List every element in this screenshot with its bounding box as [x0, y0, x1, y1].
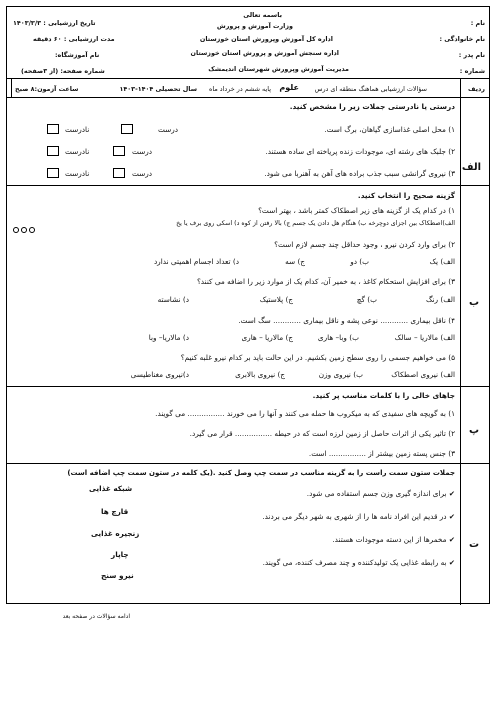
bullet-icon: ✔ — [446, 512, 455, 521]
father-label: نام پدر : — [458, 51, 485, 59]
mc-q2-c: ج) سه — [285, 257, 305, 266]
bullet-icon: ✔ — [446, 489, 455, 498]
mc-q4-b: ب) وبا– هاری — [317, 333, 359, 342]
match-left-5[interactable]: نیرو سنج — [101, 571, 134, 580]
mc-q1-options-text: الف)اصطکاک بین اجزای دوچرخه ب) هنگام هل دادن یک جسم ج) بالا رفتن از کوه د) اسکی روی برف یا یخ — [176, 220, 455, 227]
footer-note: ادامه سؤالات در صفحه بعد — [62, 613, 130, 620]
match-right-2-text: در قدیم این افراد نامه ها را از شهری به شهر دیگر می بردند. — [262, 512, 447, 521]
tf-false-label-2: نادرست — [65, 147, 90, 156]
radio-icon[interactable] — [11, 219, 35, 238]
exam-line: سؤالات ارزشیابی هماهنگ منطقه ای درس — [314, 85, 427, 93]
mc-q4-a: الف) مالاریا – سالک — [394, 333, 455, 342]
section-be-label: ب — [468, 297, 479, 308]
tf-true-box-3[interactable] — [113, 168, 125, 178]
mc-q2: ۲) برای وارد کردن نیرو ، وجود حداقل چند جسم لازم است؟ — [274, 240, 455, 249]
mc-q5-d: د)نیروی مغناطیسی — [130, 370, 189, 379]
tf-true-label-1: درست — [158, 125, 179, 134]
bullet-icon: ✔ — [446, 558, 455, 567]
mc-title: گزینه صحیح را انتخاب کنید. — [357, 191, 455, 200]
office-1: اداره کل آموزش وپرورش استان خوزستان — [199, 35, 333, 43]
fill-title: جاهای خالی را با کلمات مناسب پر کنید. — [312, 391, 455, 400]
match-right-4-text: به رابطه غذایی یک تولیدکننده و چند مصرف کننده، می گویند. — [262, 558, 447, 567]
office-2: اداره سنجش آموزش و پرورش استان خوزستان — [190, 49, 339, 57]
section-pe-label: پ — [468, 425, 479, 436]
name-label: نام : — [470, 19, 485, 27]
exam-sheet — [6, 6, 490, 604]
tf-true-label-3: درست — [132, 169, 153, 178]
tf-false-box-3[interactable] — [47, 168, 59, 178]
mc-q3-c: ج) پلاستیک — [259, 295, 293, 304]
fill-item-2: ۲) تاثیر یکی از اثرات حاصل از زمین لرزه است که در حیطه ................ قرار می گیرد. — [189, 429, 455, 438]
tf-true-box-1[interactable] — [121, 124, 133, 134]
match-left-4[interactable]: چاپار — [111, 550, 129, 559]
match-right-1-text: برای اندازه گیری وزن جسم استفاده می شود. — [306, 489, 447, 498]
match-left-1[interactable]: شبکه غذایی — [89, 484, 133, 493]
tf-true-box-2[interactable] — [113, 146, 125, 156]
match-left-2[interactable]: قارچ ها — [101, 507, 129, 516]
match-right-3-text: مخمرها از این دسته موجودات هستند. — [332, 535, 447, 544]
school-label: نام آموزشگاه: — [55, 51, 100, 59]
match-right-2 — [262, 512, 455, 521]
tf-item-1: ۱) محل اصلی غذاسازی گیاهان، برگ است. — [324, 125, 455, 134]
basmala: باسمه تعالی — [243, 11, 282, 19]
fill-item-1: ۱) به گویچه های سفیدی که به میکروب ها حمله می کنند و آنها را می خورند ................ می گویند. — [155, 409, 455, 418]
bullet-icon: ✔ — [446, 535, 455, 544]
match-right-4 — [263, 558, 455, 567]
grade-text: پایه ششم در خرداد ماه — [209, 85, 271, 93]
mc-q3-a: الف) رنگ — [425, 295, 455, 304]
year-text: سال تحصیلی ۱۴۰۴-۱۴۰۳ — [119, 85, 197, 93]
mc-q5: ۵) می خواهیم جسمی را روی سطح زمین بکشیم. در این حالت باید بر کدام نیرو غلبه کنیم؟ — [180, 353, 455, 362]
section-te-label: ت — [468, 539, 479, 550]
mc-q3-d: د) نشاسته — [157, 295, 189, 304]
mc-q4: ۴) ناقل بیماری ............ نوعی پشه و ناقل بیماری ............ سگ است. — [238, 316, 455, 325]
mc-q1: ۱) در کدام یک از گزینه های زیر اصطکاک کمتر باشد ، بهتر است؟ — [258, 206, 455, 215]
mc-q2-b: ب) دو — [350, 257, 369, 266]
tf-false-label-3: نادرست — [65, 169, 90, 178]
tf-true-label-2: درست — [132, 147, 153, 156]
subject: علوم — [279, 83, 299, 92]
tf-item-2: ۲) جلبک های رشته ای، موجودات زنده پریاخته ای ساده هستند. — [265, 147, 455, 156]
mc-q4-c: ج) مالاریا – هاری — [241, 333, 293, 342]
match-title: جملات ستون سمت راست را به گزینه مناسب در سمت چپ وصل کنید .(یک کلمه در ستون سمت چپ اضافه است) — [67, 469, 455, 477]
date-label: تاریخ ارزشیابی : ۱۴۰۳/۳/۳ — [13, 19, 96, 27]
mc-q2-d: د) تعداد اجسام اهمیتی ندارد — [153, 257, 239, 266]
section-alef-label: الف — [461, 162, 481, 173]
pages-label: شماره صفحه: (از ۳صفحه) — [21, 67, 105, 75]
mc-q3: ۳) برای افزایش استحکام کاغذ ، به خمیر آن، کدام یک از موارد زیر را اضافه می کنند؟ — [196, 277, 455, 286]
tf-false-label-1: نادرست — [65, 125, 90, 134]
mc-q3-b: ب) گچ — [356, 295, 377, 304]
match-left-3[interactable]: زنجیره غذایی — [91, 529, 140, 538]
number-label: شماره : — [459, 67, 485, 75]
family-label: نام خانوادگی : — [439, 35, 485, 43]
match-right-3 — [332, 535, 455, 544]
mc-q5-b: ب) نیروی وزن — [318, 370, 363, 379]
duration-label: مدت ارزشیابی : ۶۰ دقیقه — [33, 35, 115, 43]
row-label: ردیف — [468, 85, 485, 93]
mc-q5-c: ج) نیروی بالابری — [235, 370, 285, 379]
tf-false-box-2[interactable] — [47, 146, 59, 156]
time-text: ساعت آزمون:۸ صبح — [15, 85, 79, 93]
tf-item-3: ۳) نیروی گرانشی سبب جذب براده های آهن به آهنربا می شود. — [264, 169, 455, 178]
mc-q4-d: د) مالاریا– وبا — [148, 333, 189, 342]
mc-q5-a: الف) نیروی اصطکاک — [391, 370, 455, 379]
tf-title: درستی یا نادرستی جملات زیر را مشخص کنید. — [289, 102, 455, 111]
mc-q1-options — [176, 220, 455, 227]
ministry: وزارت آموزش و پرورش — [216, 22, 293, 30]
match-right-1 — [307, 489, 455, 498]
tf-false-box-1[interactable] — [47, 124, 59, 134]
office-3: مدیریت آموزش وپرورش شهرستان اندیمشک — [208, 65, 349, 73]
mc-q2-a: الف) یک — [429, 257, 455, 266]
fill-item-3: ۳) جنس پسته زمین بیشتر از ................ است. — [308, 449, 455, 458]
